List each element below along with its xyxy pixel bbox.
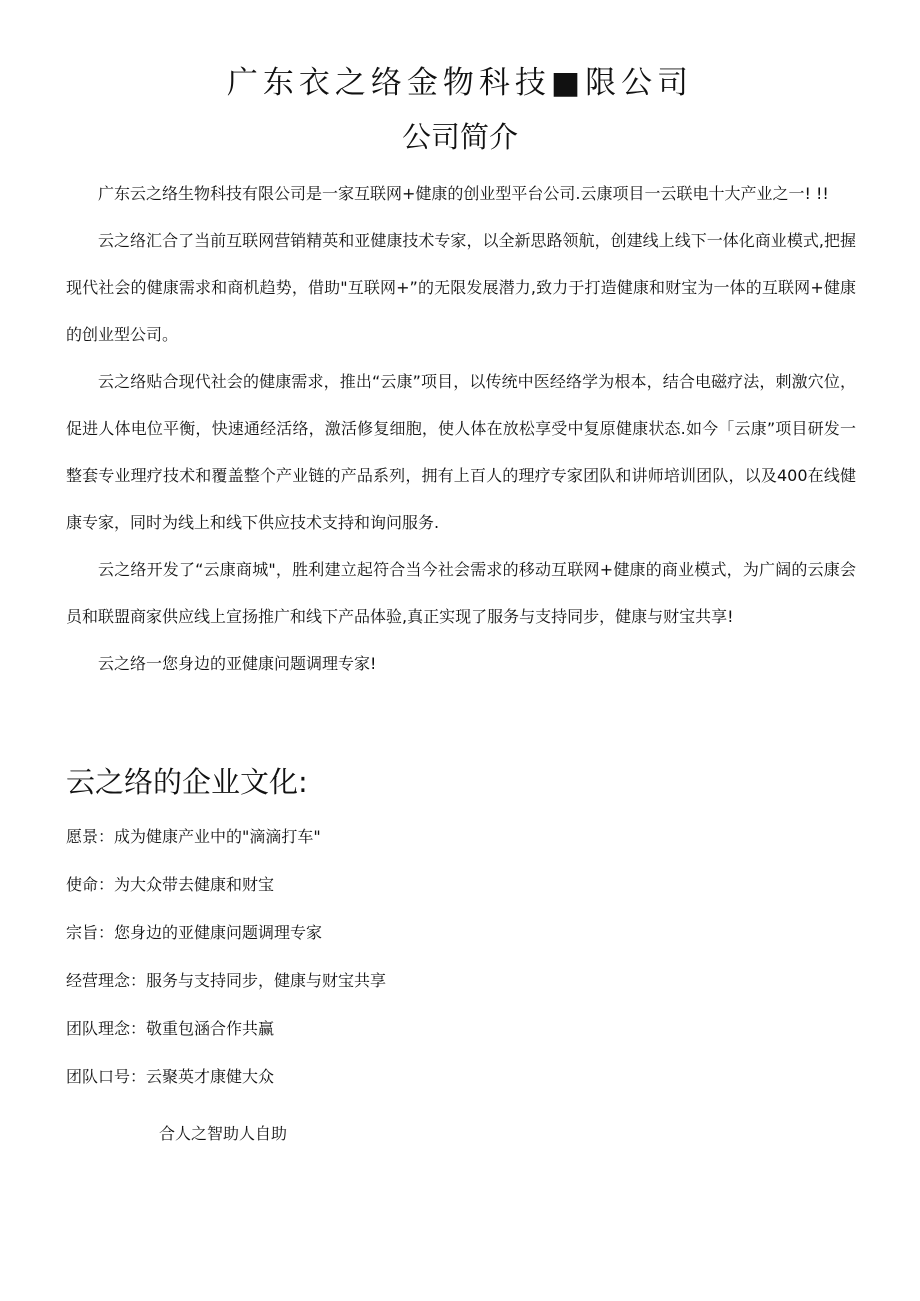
profile-paragraph-3: 云之络贴合现代社会的健康需求，推出“云康”项目，以传统中医经络学为根本，结合电磁疗法，刺激穴位，促进人体电位平衡，快速通经活络，激活修复细胞，使人体在放松享受中复原健康状态.如今「云康”项目研发一整套专业理疗技术和覆盖整个产业链的产品系列，拥有上百人的理疗专家团队和讲师培训团队，以及400在线健康专家，同时为线上和线下供应技术支持和询问服务. bbox=[66, 372, 856, 532]
culture-item-business-philosophy: 经营理念：服务与支持同步，健康与财宝共享 bbox=[66, 971, 387, 990]
profile-paragraph-5: 云之络一您身边的亚健康问题调理专家! bbox=[98, 654, 377, 673]
team-slogan-continuation: 合人之智助人自助 bbox=[159, 1124, 288, 1143]
culture-item-team-philosophy: 团队理念：敬重包涵合作共赢 bbox=[66, 1019, 275, 1038]
profile-paragraph-1: 广东云之络生物科技有限公司是一家互联网+健康的创业型平台公司.云康项目一云联电十大产业之一! !! bbox=[98, 184, 829, 203]
company-title: 广东衣之络金物科技■限公司 bbox=[226, 65, 694, 101]
culture-item-team-slogan: 团队口号：云聚英才康健大众 bbox=[66, 1067, 275, 1086]
culture-item-vision: 愿景：成为健康产业中的"滴滴打车" bbox=[66, 827, 321, 846]
culture-item-purpose: 宗旨：您身边的亚健康问题调理专家 bbox=[66, 923, 323, 942]
company-profile-body bbox=[66, 170, 856, 687]
culture-list bbox=[66, 816, 386, 1104]
section-title-company-profile: 公司简介 bbox=[401, 120, 518, 154]
profile-paragraph-4: 云之络开发了“云康商城"，胜利建立起符合当今社会需求的移动互联网+健康的商业模式，为广阔的云康会员和联盟商家供应线上宣扬推广和线下产品体验,真正实现了服务与支持同步，健康与财宝共享! bbox=[66, 560, 856, 626]
culture-title: 云之络的企业文化: bbox=[66, 765, 308, 799]
culture-item-mission: 使命：为大众带去健康和财宝 bbox=[66, 875, 275, 894]
profile-paragraph-2: 云之络汇合了当前互联网营销精英和亚健康技术专家，以全新思路领航，创建线上线下一体化商业模式,把握现代社会的健康需求和商机趋势，借助"互联网+”的无限发展潜力,致力于打造健康和财宝为一体的互联网+健康的创业型公司。 bbox=[66, 231, 856, 344]
